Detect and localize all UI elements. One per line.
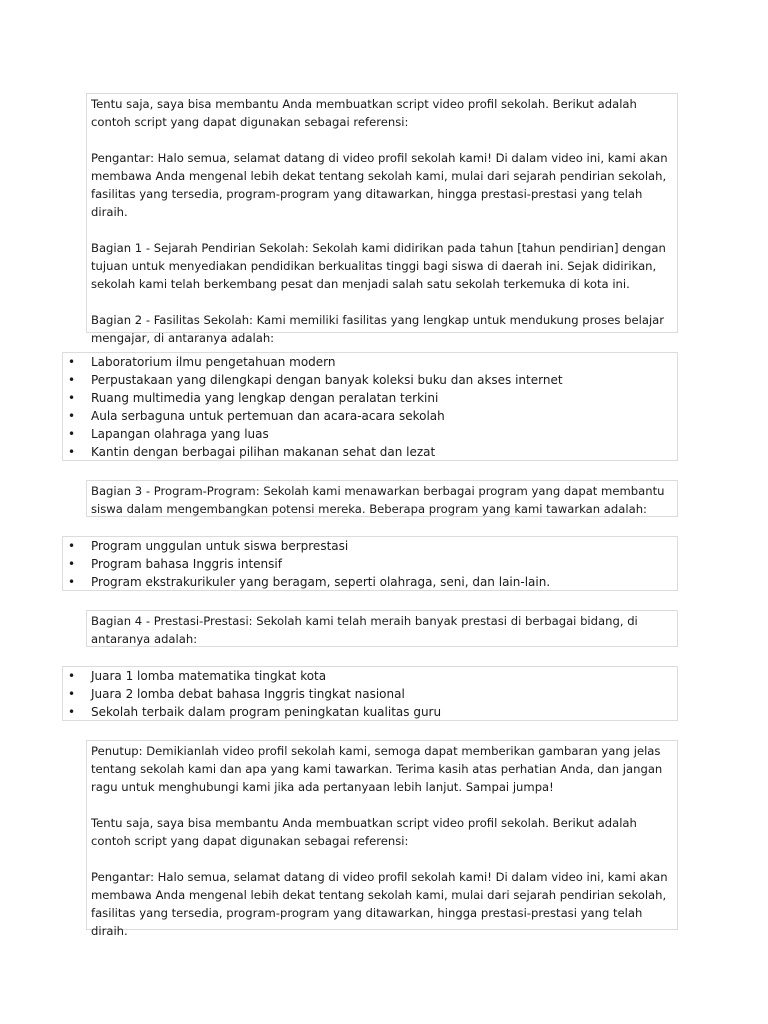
- bullet-icon: •: [68, 539, 76, 553]
- closing-paragraph-repeat-pengantar: Pengantar: Halo semua, selamat datang di video profil sekolah kami! Di dalam video ini, kami akan membawa Anda mengenal lebih dekat tentang sekolah kami, mulai dari sejarah pendirian sekolah, fasilitas yang tersedia, program-program yang ditawarkan, hingga prestasi-prestasi yang telah diraih.: [91, 870, 668, 938]
- bullet-icon: •: [68, 355, 76, 369]
- programs-intro-paragraph: Bagian 3 - Program-Program: Sekolah kami menawarkan berbagai program yang dapat membantu siswa dalam mengembangkan potensi mereka. Beberapa program yang kami tawarkan adalah:: [91, 484, 665, 516]
- bullet-icon: •: [68, 669, 76, 683]
- bullet-icon: •: [68, 687, 76, 701]
- closing-section: [86, 740, 678, 938]
- bullet-icon: •: [68, 575, 76, 589]
- list-item: [63, 389, 677, 407]
- intro-paragraph-bagian-1: Bagian 1 - Sejarah Pendirian Sekolah: Sekolah kami didirikan pada tahun [tahun pendirian] dengan tujuan untuk menyediakan pendidikan berkualitas tinggi bagi siswa di daerah ini. Sejak didirikan, sekolah kami telah berkembang pesat dan menjadi salah satu sekolah terkemuka di kota ini.: [91, 241, 666, 291]
- programs-list: [63, 537, 677, 591]
- intro-section: [86, 93, 678, 345]
- list-item-text: Kantin dengan berbagai pilihan makanan sehat dan lezat: [91, 445, 436, 459]
- intro-paragraph-1: Tentu saja, saya bisa membantu Anda membuatkan script video profil sekolah. Berikut adalah contoh script yang dapat digunakan sebagai referensi:: [91, 97, 637, 129]
- bullet-icon: •: [68, 445, 76, 459]
- bullet-icon: •: [68, 557, 76, 571]
- list-item-text: Program bahasa Inggris intensif: [91, 557, 282, 571]
- list-item-text: Perpustakaan yang dilengkapi dengan banyak koleksi buku dan akses internet: [91, 373, 563, 387]
- list-item-text: Program ekstrakurikuler yang beragam, seperti olahraga, seni, dan lain-lain.: [91, 575, 551, 589]
- list-item: [63, 425, 677, 443]
- bullet-icon: •: [68, 373, 76, 387]
- list-item: [63, 407, 677, 425]
- list-item: [63, 353, 677, 371]
- bullet-icon: •: [68, 391, 76, 405]
- facilities-list: [63, 353, 677, 461]
- list-item-text: Juara 1 lomba matematika tingkat kota: [91, 669, 327, 683]
- achievements-intro-paragraph: Bagian 4 - Prestasi-Prestasi: Sekolah kami telah meraih banyak prestasi di berbagai bidang, di antaranya adalah:: [91, 614, 638, 646]
- bullet-icon: •: [68, 705, 76, 719]
- list-item: [63, 443, 677, 461]
- achievements-intro-section: [86, 610, 678, 647]
- list-item-text: Juara 2 lomba debat bahasa Inggris tingkat nasional: [91, 687, 405, 701]
- programs-list-section: [62, 536, 678, 591]
- list-item-text: Sekolah terbaik dalam program peningkatan kualitas guru: [91, 705, 442, 719]
- list-item: [63, 537, 677, 555]
- bullet-icon: •: [68, 409, 76, 423]
- closing-paragraph-penutup: Penutup: Demikianlah video profil sekolah kami, semoga dapat memberikan gambaran yang jelas tentang sekolah kami dan apa yang kami tawarkan. Terima kasih atas perhatian Anda, dan jangan ragu untuk menghubungi kami jika ada pertanyaan lebih lanjut. Sampai jumpa!: [91, 744, 663, 794]
- list-item: [63, 667, 677, 685]
- programs-intro-section: [86, 480, 678, 517]
- list-item: [63, 555, 677, 573]
- list-item: [63, 685, 677, 703]
- achievements-list: [63, 667, 677, 721]
- list-item: [63, 371, 677, 389]
- bullet-icon: •: [68, 427, 76, 441]
- intro-paragraph-pengantar: Pengantar: Halo semua, selamat datang di video profil sekolah kami! Di dalam video ini, kami akan membawa Anda mengenal lebih dekat tentang sekolah kami, mulai dari sejarah pendirian sekolah, fasilitas yang tersedia, program-program yang ditawarkan, hingga prestasi-prestasi yang telah diraih.: [91, 151, 668, 219]
- intro-paragraph-bagian-2: Bagian 2 - Fasilitas Sekolah: Kami memiliki fasilitas yang lengkap untuk mendukung proses belajar mengajar, di antaranya adalah:: [91, 313, 665, 345]
- closing-paragraph-repeat-intro: Tentu saja, saya bisa membantu Anda membuatkan script video profil sekolah. Berikut adalah contoh script yang dapat digunakan sebagai referensi:: [91, 816, 637, 848]
- list-item: [63, 703, 677, 721]
- list-item-text: Lapangan olahraga yang luas: [91, 427, 269, 441]
- list-item-text: Ruang multimedia yang lengkap dengan peralatan terkini: [91, 391, 439, 405]
- list-item-text: Aula serbaguna untuk pertemuan dan acara-acara sekolah: [91, 409, 445, 423]
- list-item: [63, 573, 677, 591]
- facilities-list-section: [62, 352, 678, 461]
- list-item-text: Laboratorium ilmu pengetahuan modern: [91, 355, 336, 369]
- achievements-list-section: [62, 666, 678, 721]
- list-item-text: Program unggulan untuk siswa berprestasi: [91, 539, 349, 553]
